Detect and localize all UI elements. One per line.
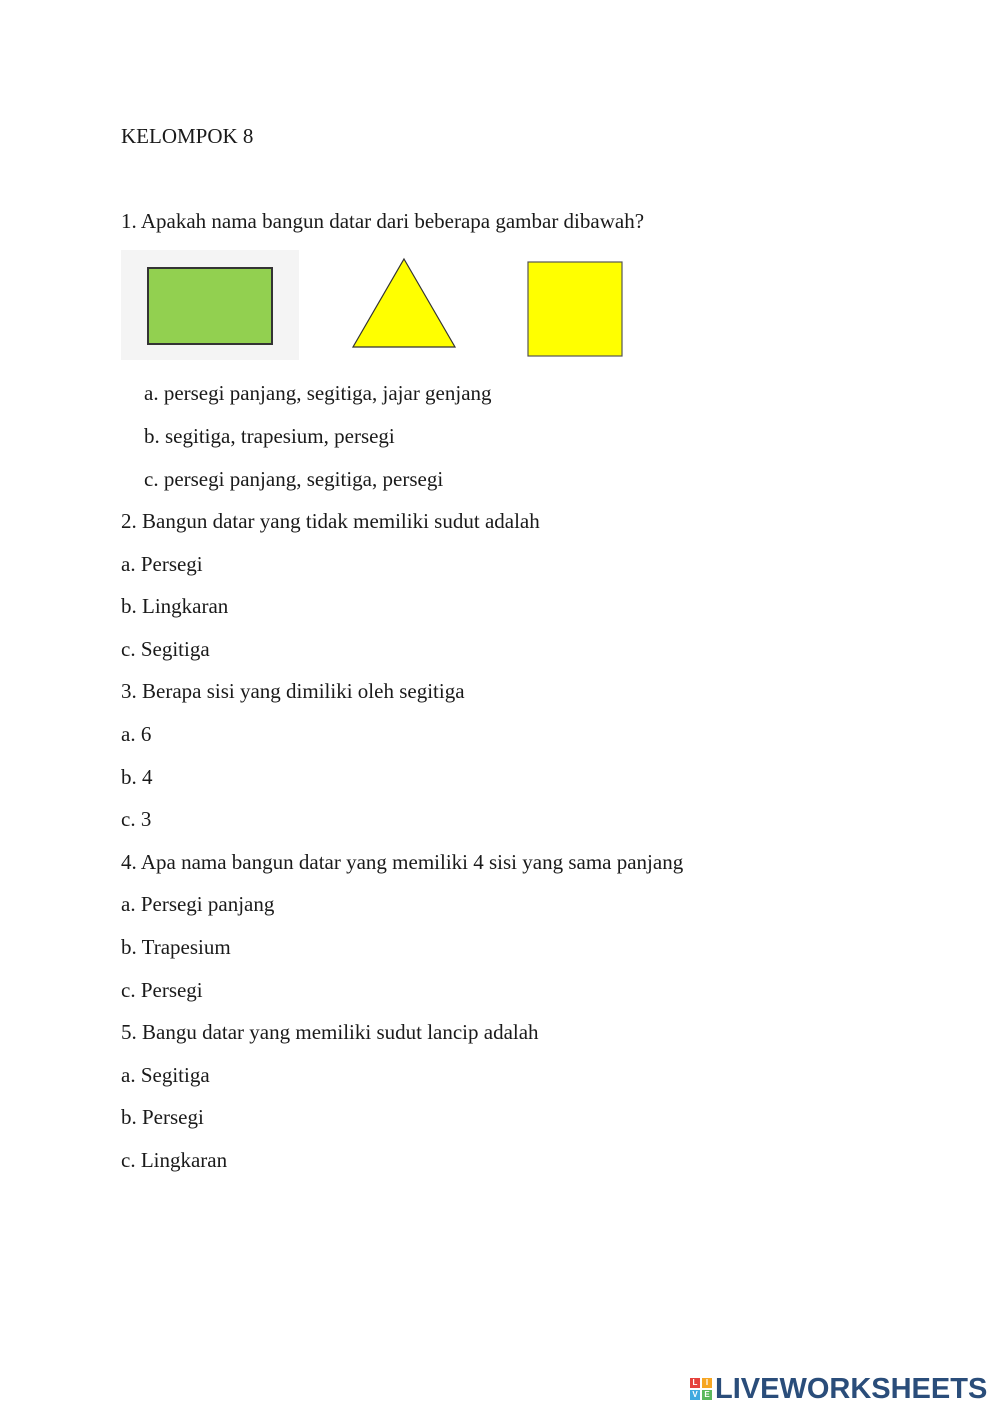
question-2-option-c: c. Segitiga <box>121 637 210 661</box>
question-5-option-c: c. Lingkaran <box>121 1148 228 1172</box>
question-5-option-b: b. Persegi <box>121 1105 204 1129</box>
question-1-shapes <box>121 250 631 362</box>
logo-tile-i: I <box>702 1378 712 1388</box>
question-2-option-a: a. Persegi <box>121 552 203 576</box>
question-3-option-c: c. 3 <box>121 807 152 831</box>
liveworksheets-logo-icon <box>690 1378 712 1400</box>
question-2-option-b: b. Lingkaran <box>121 594 229 618</box>
question-4-option-a: a. Persegi panjang <box>121 892 275 916</box>
question-1-option-b: b. segitiga, trapesium, persegi <box>144 424 395 448</box>
question-2-text: 2. Bangun datar yang tidak memiliki sudut adalah <box>121 509 540 533</box>
question-5-text: 5. Bangu datar yang memiliki sudut lancip adalah <box>121 1020 539 1044</box>
logo-tile-l: L <box>690 1378 700 1388</box>
question-3-option-b: b. 4 <box>121 765 153 789</box>
question-4-option-b: b. Trapesium <box>121 935 231 959</box>
yellow-square-shape <box>528 262 622 356</box>
group-heading: KELOMPOK 8 <box>121 124 254 148</box>
question-3-option-a: a. 6 <box>121 722 152 746</box>
question-5-option-a: a. Segitiga <box>121 1063 210 1087</box>
question-3-text: 3. Berapa sisi yang dimiliki oleh segitiga <box>121 679 465 703</box>
green-rectangle-shape <box>148 268 272 344</box>
logo-tile-v: V <box>690 1390 700 1400</box>
question-4-option-c: c. Persegi <box>121 978 203 1002</box>
yellow-triangle-shape <box>353 259 455 347</box>
question-1-option-a: a. persegi panjang, segitiga, jajar genjang <box>144 381 492 405</box>
question-1-option-c: c. persegi panjang, segitiga, persegi <box>144 467 444 491</box>
question-1-text: 1. Apakah nama bangun datar dari beberapa gambar dibawah? <box>121 209 645 233</box>
logo-tile-e: E <box>702 1390 712 1400</box>
liveworksheets-logo-text: LIVEWORKSHEETS <box>715 1372 988 1405</box>
liveworksheets-watermark <box>690 1372 987 1406</box>
question-4-text: 4. Apa nama bangun datar yang memiliki 4 sisi yang sama panjang <box>121 850 684 874</box>
